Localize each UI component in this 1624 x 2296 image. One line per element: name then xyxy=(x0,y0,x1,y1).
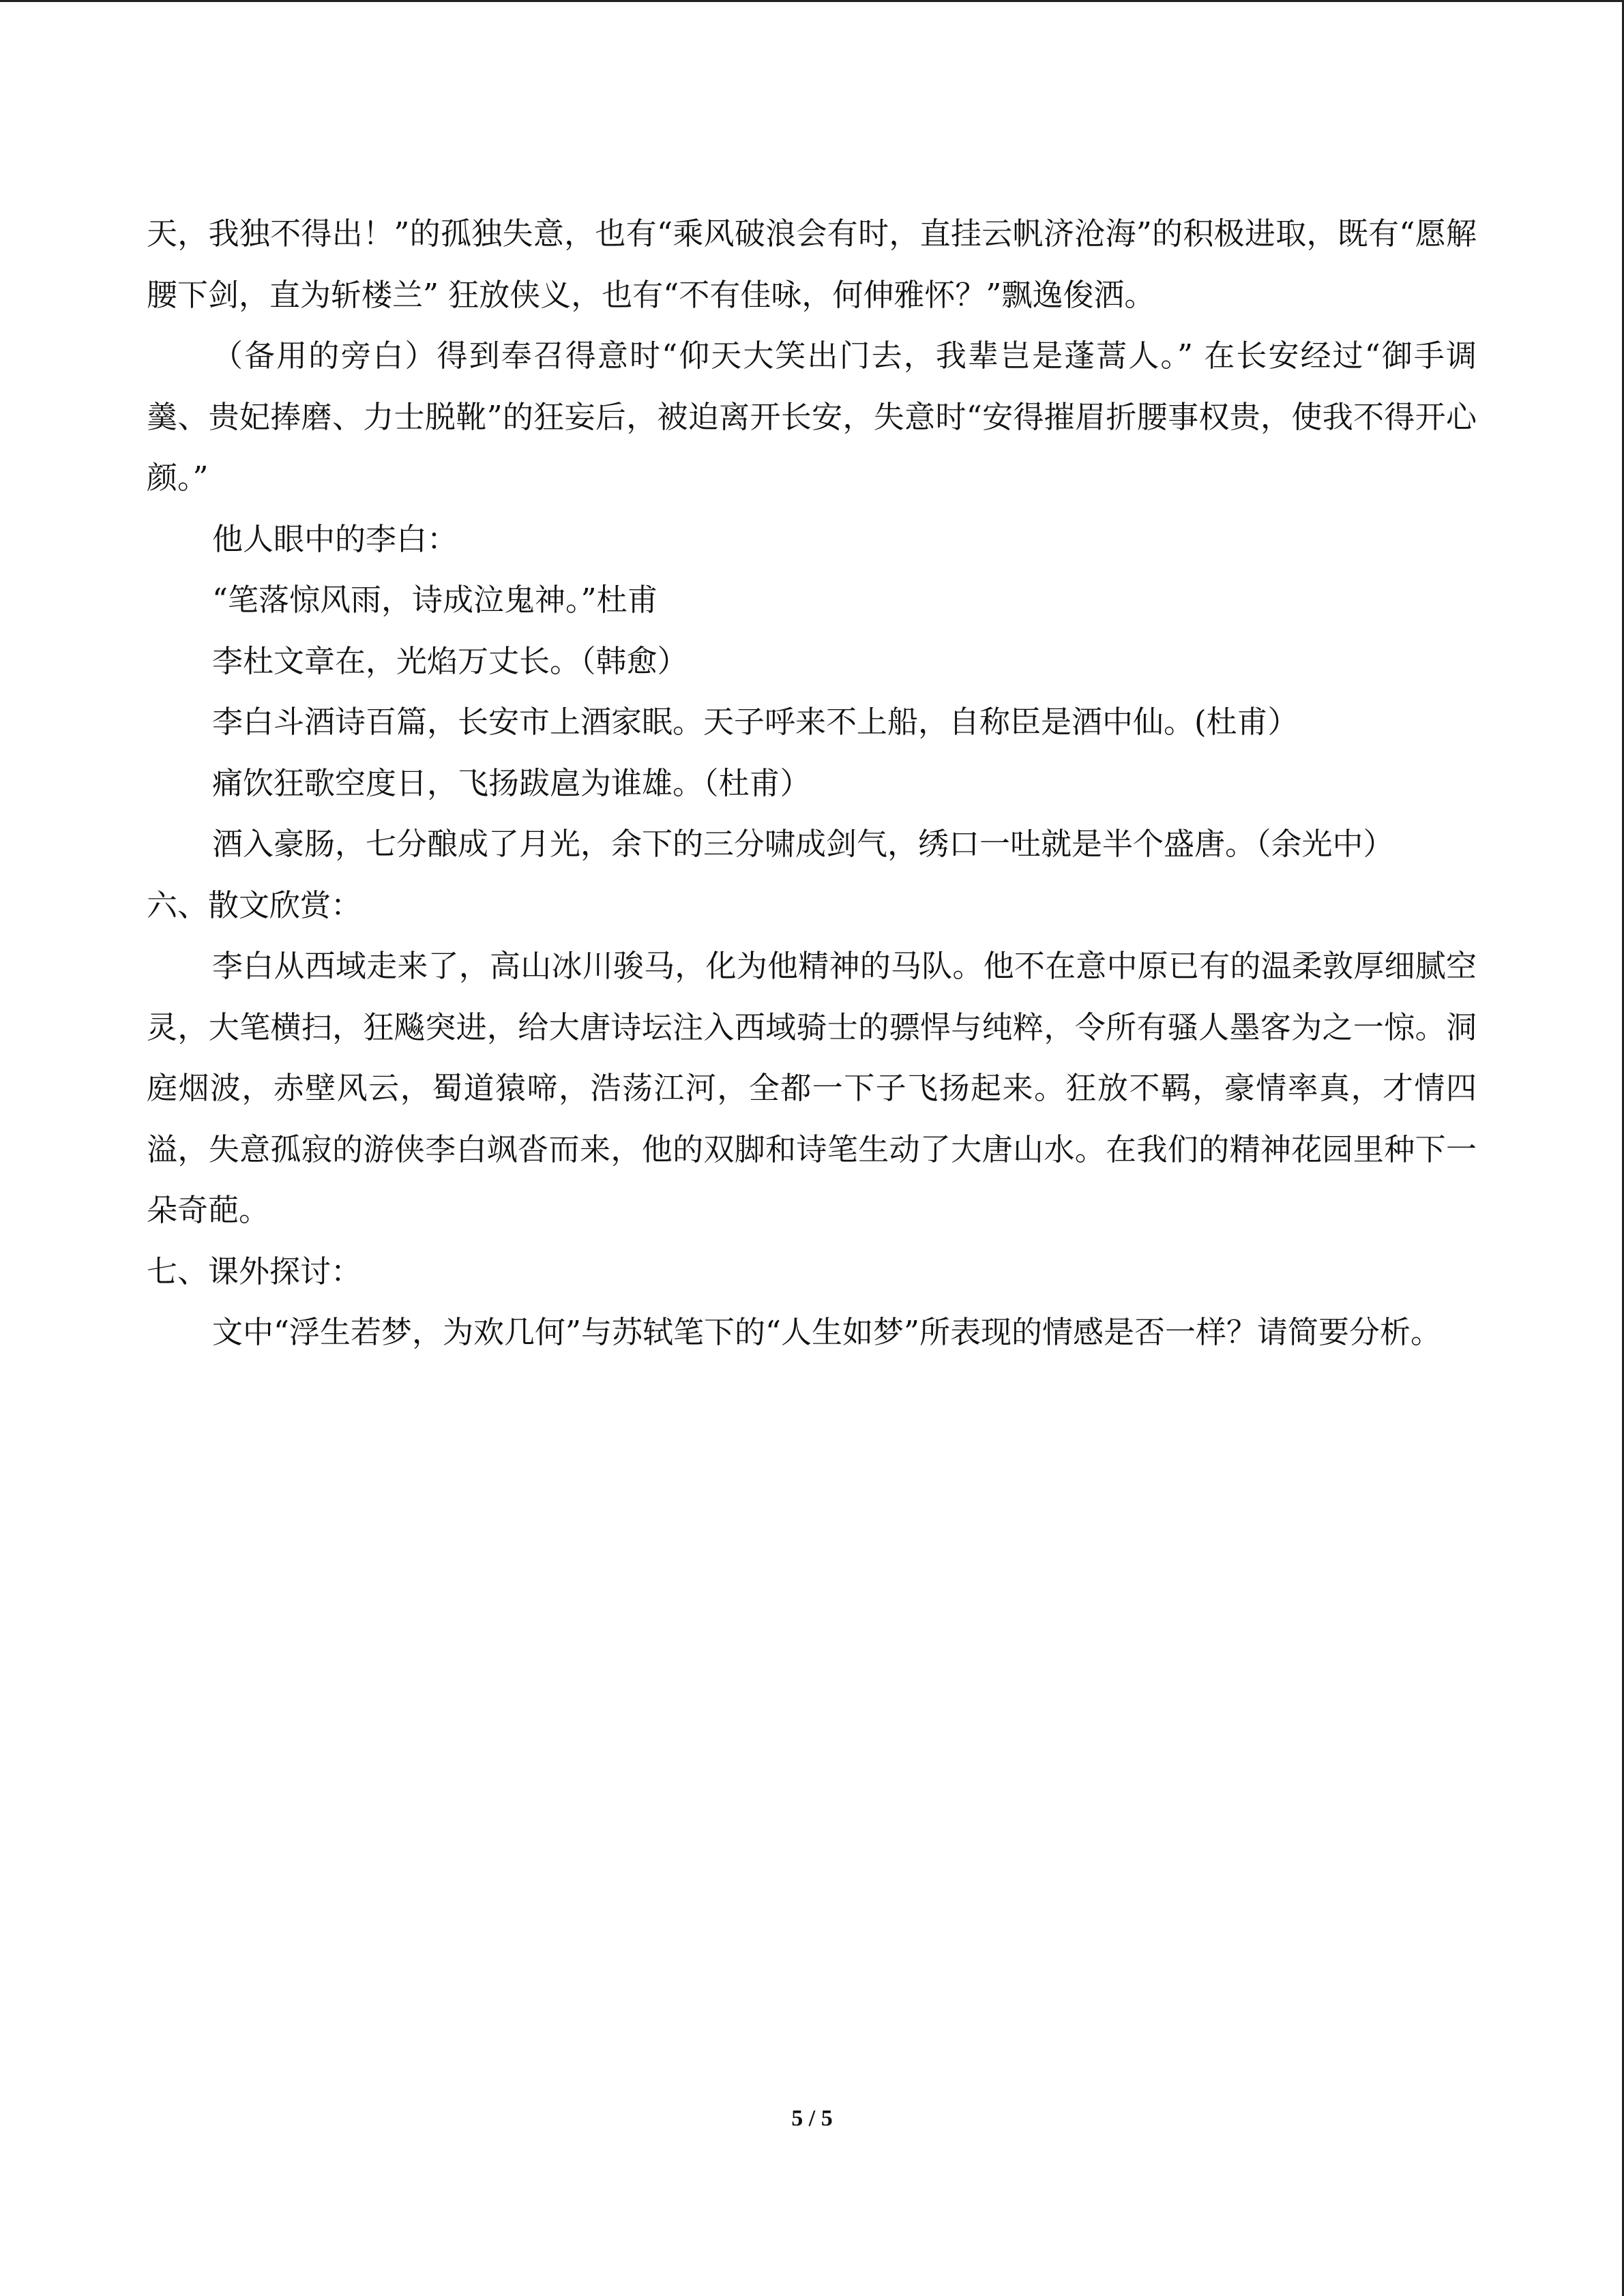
page-number: 5 / 5 xyxy=(791,2106,833,2131)
paragraph-prose: 李白从西域走来了，高山冰川骏马，化为他精神的马队。他不在意中原已有的温柔敦厚细腻空灵，大笔横扫，狂飚突进，给大唐诗坛注入西域骑士的骠悍与纯粹，令所有骚人墨客为之一惊。洞庭烟波，赤壁风云，蜀道猿啼，浩荡江河，全都一下子飞扬起来。狂放不羁，豪情率真，才情四溢，失意孤寂的游侠李白飒沓而来，他的双脚和诗笔生动了大唐山水。在我们的精神花园里种下一朵奇葩。 xyxy=(147,948,1477,1228)
paragraph-narration: （备用的旁白）得到奉召得意时“仰天大笑出门去，我辈岂是蓬蒿人。” 在长安经过“御手调羹、贵妃捧磨、力士脱靴”的狂妄后，被迫离开长安，失意时“安得摧眉折腰事权贵，使我不得开心颜。” xyxy=(147,338,1477,496)
section-heading-prose: 六、散文欣赏： xyxy=(147,886,362,923)
section-heading-discussion: 七、课外探讨： xyxy=(147,1253,362,1289)
quote-du-fu-3: 痛饮狂歌空度日，飞扬跋扈为谁雄。（杜甫） xyxy=(212,764,811,801)
quote-du-fu-2: 李白斗酒诗百篇，长安市上酒家眠。天子呼来不上船，自称臣是酒中仙。(杜甫） xyxy=(212,704,1299,740)
body-text xyxy=(147,203,1477,1363)
paragraph-discussion: 文中“浮生若梦，为欢几何”与苏轼笔下的“人生如梦”所表现的情感是否一样？请简要分析。 xyxy=(212,1314,1442,1350)
paragraph-li-bai-emotions: 天，我独不得出！”的孤独失意，也有“乘风破浪会有时，直挂云帆济沧海”的积极进取，既有“愿解腰下剑，直为斩楼兰” 狂放侠义，也有“不有佳咏，何伸雅怀？”飘逸俊洒。 xyxy=(147,215,1477,313)
quote-han-yu: 李杜文章在，光焰万丈长。（韩愈） xyxy=(212,642,688,679)
quote-du-fu-1: “笔落惊风雨，诗成泣鬼神。”杜甫 xyxy=(212,582,658,618)
paragraph-others-view-heading: 他人眼中的李白： xyxy=(212,520,458,557)
page-border-top xyxy=(0,0,1624,2)
quote-yu-guangzhong: 酒入豪肠，七分酿成了月光，余下的三分啸成剑气，绣口一吐就是半个盛唐。（余光中） xyxy=(212,826,1394,862)
